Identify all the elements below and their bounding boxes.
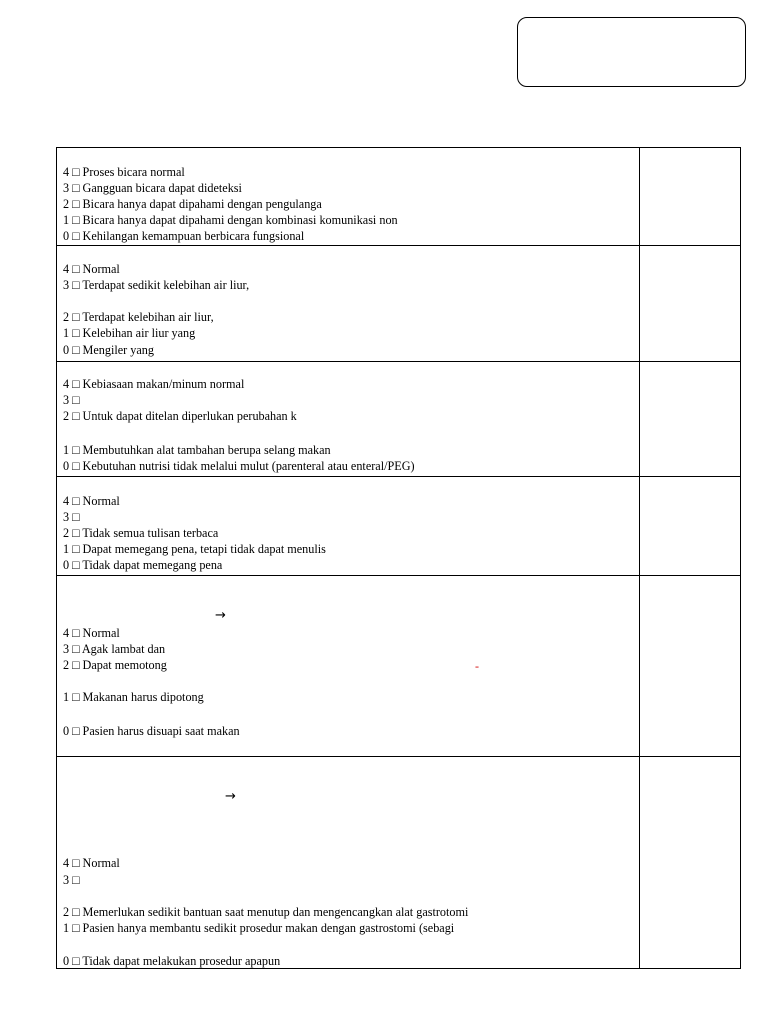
option-4[interactable]: 4 □ Normal	[63, 626, 120, 640]
option-0[interactable]: 0 □ Tidak dapat memegang pena	[63, 558, 223, 572]
arrow-icon: →	[215, 608, 226, 623]
score-cell[interactable]	[639, 576, 740, 756]
score-cell[interactable]	[639, 246, 740, 361]
option-1[interactable]: 1 □ Dapat memegang pena, tetapi tidak dapat menulis	[63, 542, 326, 556]
section-gastrostomy	[57, 757, 740, 968]
option-1[interactable]: 1 □ Makanan harus dipotong	[63, 690, 204, 704]
arrow-icon: →	[225, 789, 236, 804]
option-0[interactable]: 0 □ Kehilangan kemampuan berbicara fungsional	[63, 229, 305, 243]
score-form-table	[56, 147, 741, 969]
section-handwriting	[57, 477, 740, 576]
option-0[interactable]: 0 □ Kebutuhan nutrisi tidak melalui mulut (parenteral atau enteral/PEG)	[63, 459, 415, 473]
option-1[interactable]: 1 □ Membutuhkan alat tambahan berupa selang makan	[63, 443, 331, 457]
option-4[interactable]: 4 □ Normal	[63, 262, 120, 276]
option-4[interactable]: 4 □ Kebiasaan makan/minum normal	[63, 377, 245, 391]
section-cutting-food	[57, 576, 740, 757]
option-4[interactable]: 4 □ Proses bicara normal	[63, 165, 185, 179]
section-salivation	[57, 246, 740, 362]
option-4[interactable]: 4 □ Normal	[63, 494, 120, 508]
option-3[interactable]: 3 □ Agak lambat dan	[63, 642, 166, 656]
option-2[interactable]: 2 □ Tidak semua tulisan terbaca	[63, 526, 219, 540]
score-cell[interactable]	[639, 148, 740, 245]
option-4[interactable]: 4 □ Normal	[63, 856, 120, 870]
option-1[interactable]: 1 □ Pasien hanya membantu sedikit prosedur makan dengan gastrostomi (sebagi	[63, 921, 455, 935]
option-2[interactable]: 2 □ Terdapat kelebihan air liur,	[63, 310, 214, 324]
option-1[interactable]: 1 □ Bicara hanya dapat dipahami dengan kombinasi komunikasi non	[63, 213, 398, 227]
option-3[interactable]: 3 □ Gangguan bicara dapat dideteksi	[63, 181, 242, 195]
option-3[interactable]: 3 □ Terdapat sedikit kelebihan air liur,	[63, 278, 250, 292]
option-2[interactable]: 2 □ Dapat memotong	[63, 658, 167, 672]
option-2[interactable]: 2 □ Bicara hanya dapat dipahami dengan pengulanga	[63, 197, 322, 211]
option-0[interactable]: 0 □ Mengiler yang	[63, 343, 154, 357]
option-2[interactable]: 2 □ Untuk dapat ditelan diperlukan perubahan k	[63, 409, 297, 423]
score-cell[interactable]	[639, 362, 740, 476]
header-blank-box	[517, 17, 746, 87]
section-swallowing	[57, 362, 740, 477]
score-cell[interactable]	[639, 757, 740, 968]
red-dash-mark: -	[475, 659, 479, 673]
score-cell[interactable]	[639, 477, 740, 575]
section-speech	[57, 148, 740, 246]
option-1[interactable]: 1 □ Kelebihan air liur yang	[63, 326, 196, 340]
option-3[interactable]: 3 □	[63, 873, 80, 887]
option-2[interactable]: 2 □ Memerlukan sedikit bantuan saat menutup dan mengencangkan alat gastrotomi	[63, 905, 469, 919]
option-0[interactable]: 0 □ Tidak dapat melakukan prosedur apapun	[63, 954, 281, 968]
option-3[interactable]: 3 □	[63, 510, 80, 524]
option-0[interactable]: 0 □ Pasien harus disuapi saat makan	[63, 724, 240, 738]
option-3[interactable]: 3 □	[63, 393, 80, 407]
